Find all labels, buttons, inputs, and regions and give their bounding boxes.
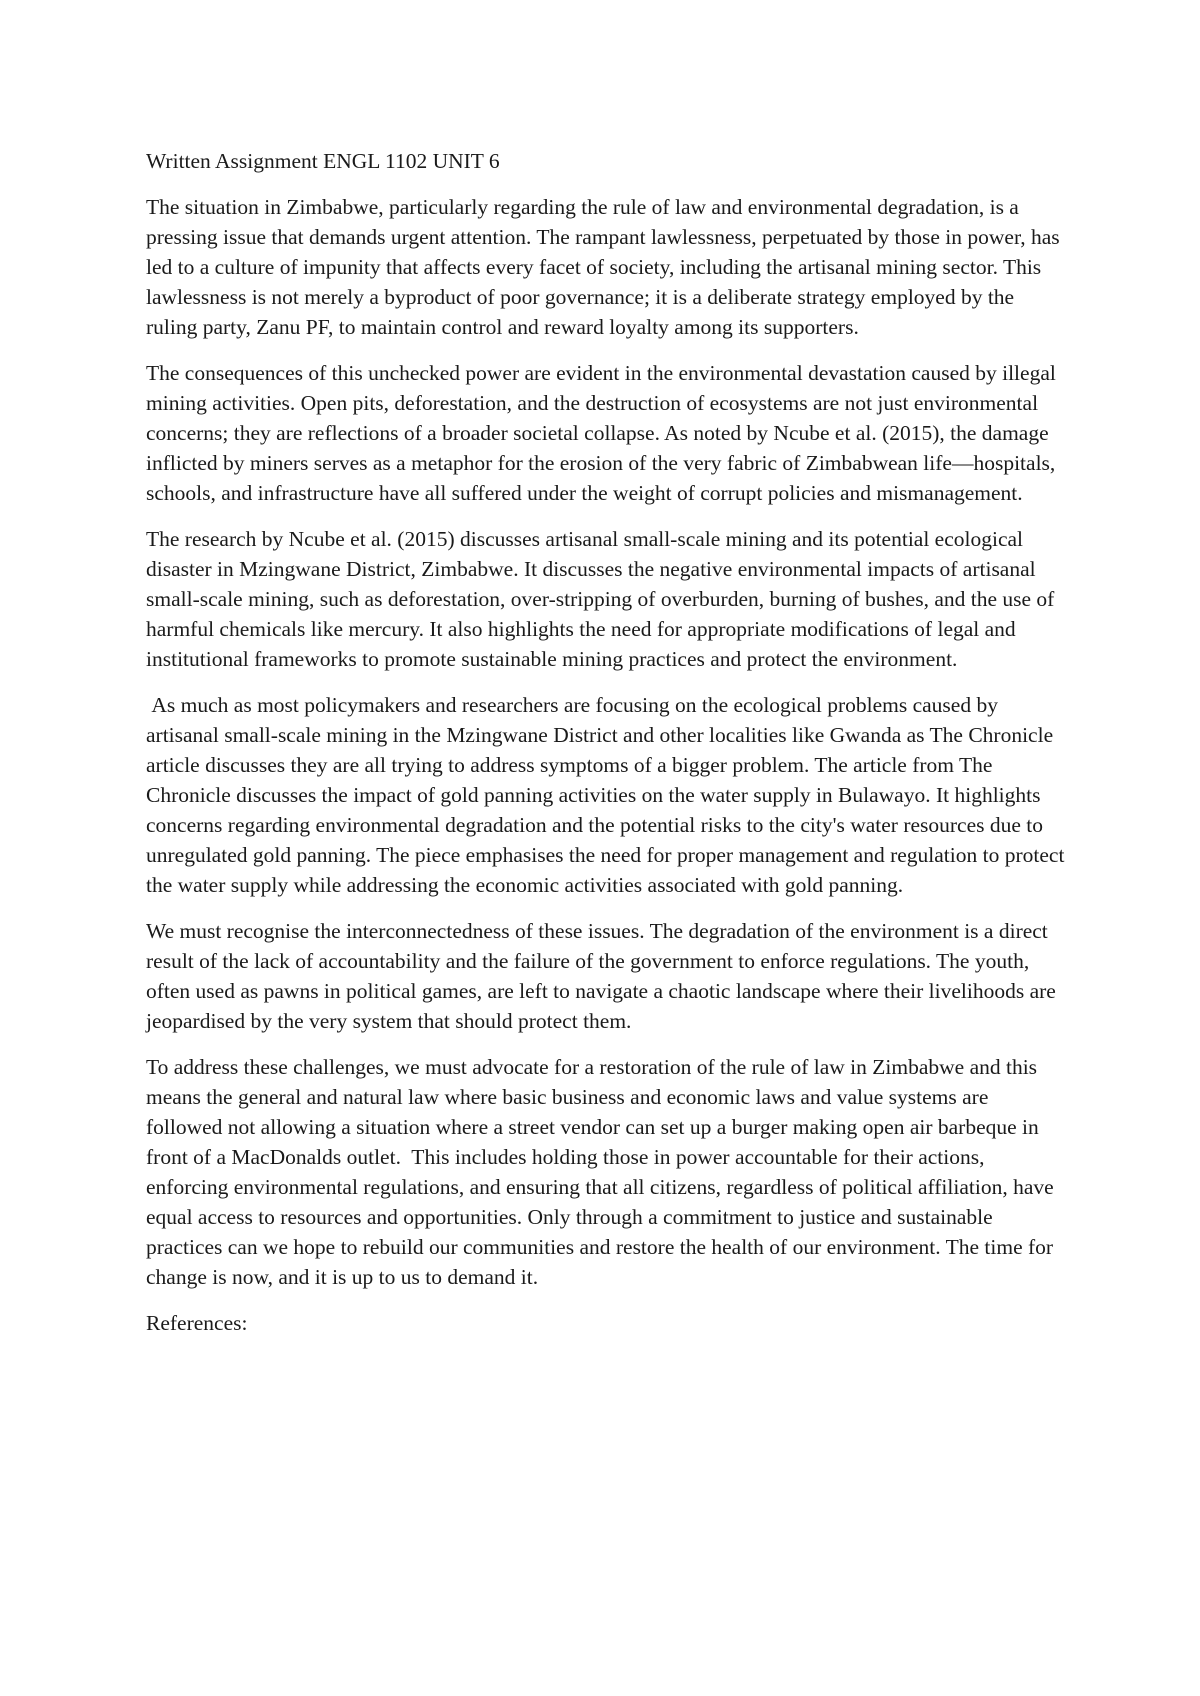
paragraph-interconnectedness: We must recognise the interconnectedness of these issues. The degradation of the environment is a direct result of the lack of accountability and the failure of the government to enforce regulations. The youth, often used as pawns in political games, are left to navigate a chaotic landscape where their livelihoods are jeopardised by the very system that should protect them. [146, 919, 1056, 1033]
paragraph-consequences: The consequences of this unchecked power are evident in the environmental devastation caused by illegal mining activities. Open pits, deforestation, and the destruction of ecosystems are not just environmental concerns; they are reflections of a broader societal collapse. As noted by Ncube et al. (2015), the damage inflicted by miners serves as a metaphor for the erosion of the very fabric of Zimbabwean life—hospitals, schools, and infrastructure have all suffered under the weight of corrupt policies and mismanagement. [146, 361, 1056, 505]
paragraph-ncube-research: The research by Ncube et al. (2015) discusses artisanal small-scale mining and its potential ecological disaster in Mzingwane District, Zimbabwe. It discusses the negative environmental impacts of artisanal small-scale mining, such as deforestation, over-stripping of overburden, burning of bushes, and the use of harmful chemicals like mercury. It also highlights the need for appropriate modifications of legal and institutional frameworks to promote sustainable mining practices and protect the environment. [146, 527, 1055, 671]
paragraph-restoration: To address these challenges, we must advocate for a restoration of the rule of law in Zimbabwe and this means the general and natural law where basic business and economic laws and value systems are followed not allowing a situation where a street vendor can set up a burger making open air barbeque in front of a MacDonalds outlet. This includes holding those in power accountable for their actions, enforcing environmental regulations, and ensuring that all citizens, regardless of political affiliation, have equal access to resources and opportunities. Only through a commitment to justice and sustainable practices can we hope to rebuild our communities and restore the health of our environment. The time for change is now, and it is up to us to demand it. [146, 1055, 1060, 1289]
document-title: Written Assignment ENGL 1102 UNIT 6 [146, 149, 500, 173]
references-heading: References: [146, 1311, 248, 1335]
paragraph-chronicle-article: As much as most policymakers and researchers are focusing on the ecological problems caused by artisanal small-scale mining in the Mzingwane District and other localities like Gwanda as The Chronicle article discusses they are all trying to address symptoms of a bigger problem. The article from The Chronicle discusses the impact of gold panning activities on the water supply in Bulawayo. It highlights concerns regarding environmental degradation and the potential risks to the city's water resources due to unregulated gold panning. The piece emphasises the need for proper management and regulation to protect the water supply while addressing the economic activities associated with gold panning. [146, 693, 1070, 897]
paragraph-rule-of-law: The situation in Zimbabwe, particularly regarding the rule of law and environmental degradation, is a pressing issue that demands urgent attention. The rampant lawlessness, perpetuated by those in power, has led to a culture of impunity that affects every facet of society, including the artisanal mining sector. This lawlessness is not merely a byproduct of poor governance; it is a deliberate strategy employed by the ruling party, Zanu PF, to maintain control and reward loyalty among its supporters. [146, 195, 1060, 339]
document-body [146, 146, 1070, 1338]
